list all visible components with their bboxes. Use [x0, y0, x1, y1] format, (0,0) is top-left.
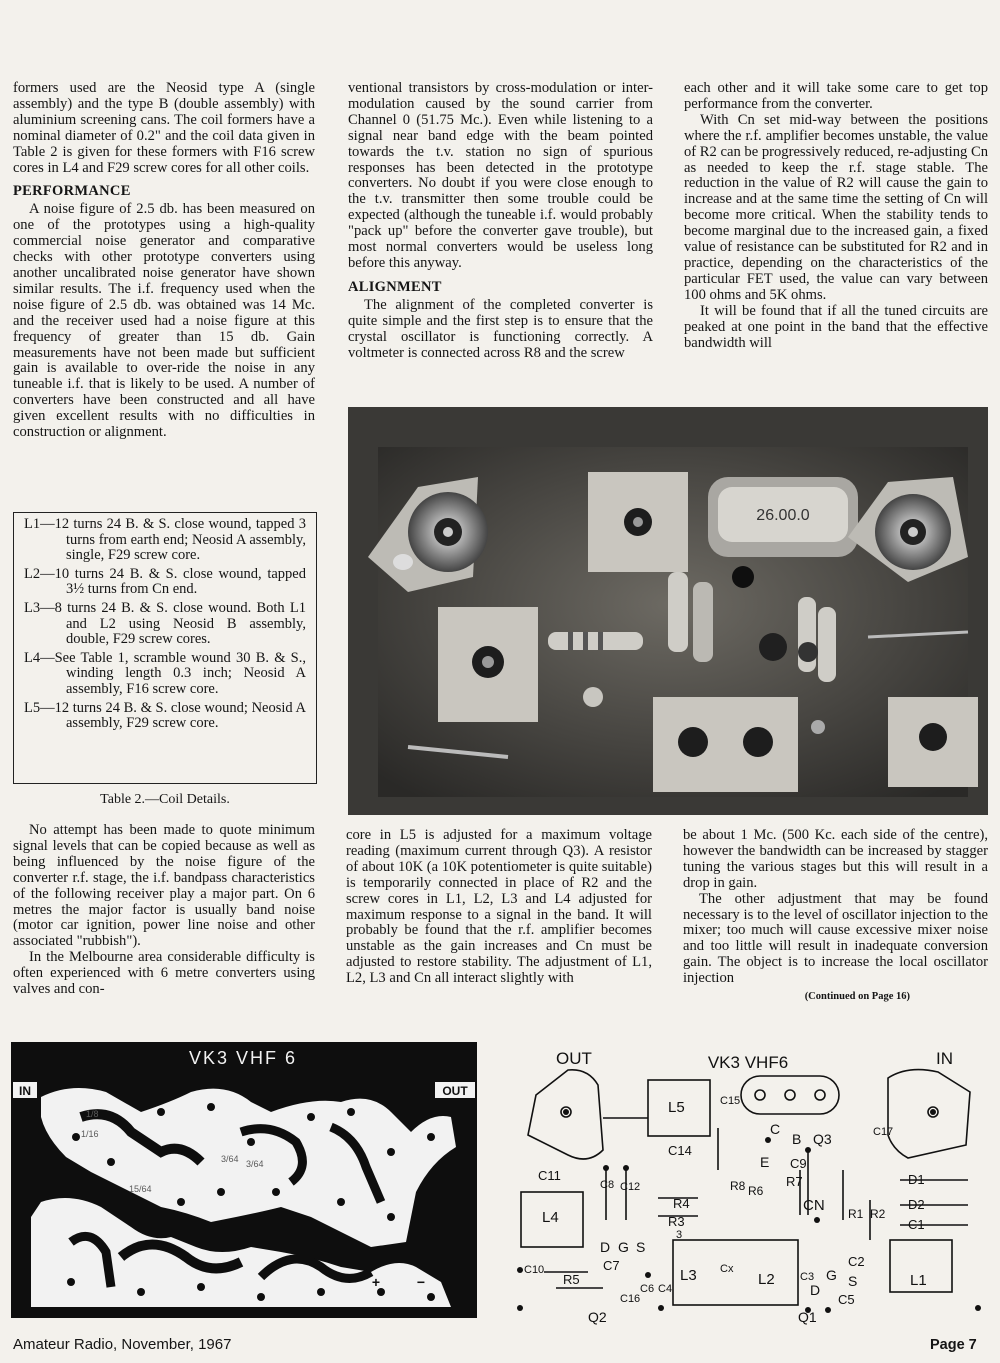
label-d1: D1: [908, 1172, 925, 1187]
col5-paragraph-1: core in L5 is adjusted for a maximum voltage reading (maximum current through Q3). A resistor of about 10K (a 10K potentiometer is quite suitable) is temporarily connected in place of R2 and the screw cores in L1, L2, L3 and L4 adjusted for maximum response to a signal in the band. It will probably be found that the r.f. amplifier becomes unstable as the gain increases and Cn must be adjusted to restore stability. The adjustment of L1, L2, L3 and Cn all interact slightly with: [346, 827, 652, 987]
pencil-mark: 15/64: [129, 1184, 152, 1194]
label-b: B: [792, 1131, 802, 1147]
layout-drawing: [508, 1040, 992, 1325]
label-d2: D2: [908, 1197, 925, 1212]
col4-paragraph-2: In the Melbourne area considerable difficulty is often experienced with 6 metre converters using valves and con-: [13, 949, 315, 998]
label-c2: C2: [848, 1254, 865, 1269]
label-r5: R5: [563, 1272, 580, 1287]
label-l4: L4: [542, 1209, 559, 1226]
label-c5: C5: [838, 1292, 855, 1307]
pencil-mark: 1/8: [86, 1109, 99, 1119]
table-caption: Table 2.—Coil Details.: [100, 792, 230, 807]
label-r4: R4: [673, 1196, 690, 1211]
col1-paragraph-1: formers used are the Neosid type A (single assembly) and the type B (double assembly) with aluminium screening cans. The coil formers have a nominal diameter of 0.2" and the coil data given in Table 2 is given for these formers with F16 screw cores in L4 and F29 screw cores for all other coils.: [13, 80, 315, 176]
col3-paragraph-1: each other and it will take some care to get top performance from the converter.: [684, 80, 988, 112]
converter-photo-drawing: [348, 407, 988, 815]
col2-paragraph-1: ventional transistors by cross-modulation or inter-modulation caused by the sound carrier from Channel 0 (51.75 Mc.). Even while listening to a signal near band edge with the beam pointed towards the t.v. station no sign of spurious responses has been detected in the prototype converters. No doubt if you were close enough to the t.v. transmitter then some trouble could be expected (although the tuneable i.f. would probably "pack up" before the converter gave trouble), but most normal converters would be useless long before this anyway.: [348, 80, 653, 271]
continued-note: (Continued on Page 16): [804, 991, 910, 1003]
col6-paragraph-2: The other adjustment that may be found necessary is to the level of oscillator injection to the mixer; too much will cause excessive mixer noise and too little will result in inadequate conversion gain. The object is to increase the local oscillator injection: [683, 890, 988, 987]
label-c4: C4: [658, 1283, 673, 1295]
column-5: [346, 828, 652, 987]
pcb-in-label: IN: [19, 1084, 31, 1098]
col1-paragraph-2: A noise figure of 2.5 db. has been measured on one of the prototypes using a high-quality commercial noise generator and comparative checks with other prototype converters using another uncalibrated noise generator have shown similar results. The i.f. frequency used when the noise figure of 2.5 db. was obtained was 14 Mc. and the receiver used had a noise figure at this frequency of greater than 15 db. Gain measurements have not been made but sufficient gain is available to over-ride the noise in any tuneable i.f. that is likely to be used. A number of converters have been constructed and all have given excellent results with no difficulties in construction or alignment.: [13, 201, 315, 441]
coil-entry-l3: L3—8 turns 24 B. & S. close wound. Both L1 and L2 using Neosid B assembly, double, F29 screw cores.: [24, 599, 306, 648]
coil-entry-l1: L1—12 turns 24 B. & S. close wound, tapped 3 turns from earth end; Neosid A assembly, single, F29 screw core.: [24, 516, 306, 564]
label-r3: R3: [668, 1214, 685, 1229]
column-3: [684, 81, 988, 351]
label-r7: R7: [786, 1174, 803, 1189]
label-c3: C3: [800, 1271, 815, 1283]
label-c12: C12: [620, 1181, 641, 1193]
col3-paragraph-3: It will be found that if all the tuned circuits are peaked at one point in the band that the effective bandwidth will: [684, 302, 988, 351]
coil-details-table: [13, 512, 317, 784]
coil-can-double: [653, 697, 798, 792]
footer-publication: Amateur Radio, November, 1967: [13, 1336, 232, 1353]
label-c-q3: C: [770, 1121, 781, 1137]
label-l1: L1: [910, 1272, 927, 1289]
layout-title: VK3 VHF6: [707, 1053, 789, 1072]
label-c15: C15: [720, 1095, 741, 1107]
label-c1: C1: [908, 1217, 925, 1232]
column-6: [683, 828, 988, 1005]
label-l5: L5: [668, 1099, 685, 1116]
label-q1: Q1: [798, 1309, 817, 1325]
label-c6: C6: [640, 1283, 655, 1295]
label-c17: C17: [873, 1126, 894, 1138]
label-q3: Q3: [813, 1131, 832, 1147]
label-c10: C10: [524, 1264, 545, 1276]
label-r2: R2: [870, 1207, 886, 1221]
pcb-artwork: [11, 1042, 477, 1318]
label-s-q1: S: [848, 1273, 858, 1289]
pencil-mark: 1/16: [81, 1129, 99, 1139]
component-layout-diagram: [508, 1040, 992, 1325]
label-e: E: [760, 1154, 770, 1170]
label-s: S: [636, 1239, 646, 1255]
heading-alignment: ALIGNMENT: [348, 278, 442, 295]
label-l3: L3: [680, 1267, 697, 1284]
layout-in-label: IN: [936, 1049, 953, 1068]
column-4: [13, 823, 315, 998]
label-l2: L2: [758, 1271, 775, 1288]
coil-entry-l2: L2—10 turns 24 B. & S. close wound, tapped 3½ turns from Cn end.: [24, 565, 306, 598]
col4-paragraph-1: No attempt has been made to quote minimum signal levels that can be copied because as well as being influenced by the noise figure of the converter r.f. stage, the i.f. bandpass characteristics of the following receiver play a major part. On 6 metres the major factor is usually band noise (motor car ignition, power line noise and other associated "rubbish").: [13, 822, 315, 950]
label-q2: Q2: [588, 1309, 607, 1325]
label-cn: CN: [803, 1197, 825, 1214]
label-g-q1: G: [826, 1267, 837, 1283]
coil-entry-l5: L5—12 turns 24 B. & S. close wound; Neosid A assembly, F29 screw core.: [24, 699, 306, 732]
label-r1: R1: [848, 1207, 864, 1221]
pcb-minus: −: [416, 1274, 426, 1290]
heading-performance: PERFORMANCE: [13, 183, 131, 200]
pcb-out-label: OUT: [442, 1084, 468, 1098]
pcb-plus: +: [371, 1274, 381, 1290]
converter-photo: [348, 407, 988, 815]
label-d-q1: D: [810, 1282, 821, 1298]
pcb-title: VK3 VHF 6: [188, 1048, 298, 1068]
col6-paragraph-1: be about 1 Mc. (500 Kc. each side of the centre), however the bandwidth can be increased by stagger tuning the various stages but this will result in a drop in gain.: [683, 827, 988, 891]
crystal-marking: 26.00.0: [756, 507, 810, 524]
layout-out-label: OUT: [556, 1049, 592, 1068]
label-c11: C11: [538, 1168, 561, 1183]
coil-entry-l4: L4—See Table 1, scramble wound 30 B. & S., winding length 0.3 inch; Neosid A assembly, F16 screw core.: [24, 649, 306, 697]
label-d: D: [600, 1239, 611, 1255]
col2-paragraph-2: The alignment of the completed converter is quite simple and the first step is to ensure that the crystal oscillator is functioning correctly. A voltmeter is connected across R8 and the screw: [348, 296, 653, 361]
column-2: [348, 81, 653, 361]
label-cx: Cx: [720, 1263, 734, 1275]
label-c7: C7: [603, 1258, 620, 1273]
col3-paragraph-2: With Cn set mid-way between the positions where the r.f. amplifier becomes unstable, the value of R2 can be progressively reduced, re-adjusting Cn as needed to keep the r.f. stage stable. The reduction in the value of R2 will cause the gain to increase and at the same time the setting of Cn will become more critical. When the stability tends to become marginal due to the increased gain, a fixed value of resistance can be substituted for R2 and in practice, depending on the characteristics of the particular FET used, the value can vary between 100 ohms and 5K ohms.: [684, 111, 988, 303]
label-c16: C16: [620, 1293, 641, 1305]
footer-page-number: Page 7: [930, 1337, 977, 1353]
pcb-drawing: [11, 1042, 477, 1318]
label-g: G: [618, 1239, 629, 1255]
label-r6: R6: [748, 1184, 764, 1198]
mark-3: 3: [676, 1229, 683, 1241]
column-1: [13, 81, 315, 441]
pencil-mark: 3/64: [221, 1154, 239, 1164]
label-c8: C8: [600, 1179, 615, 1191]
pencil-mark: 3/64: [246, 1159, 264, 1169]
label-c14: C14: [668, 1143, 692, 1158]
label-r8: R8: [730, 1179, 746, 1193]
label-c9: C9: [790, 1156, 807, 1171]
